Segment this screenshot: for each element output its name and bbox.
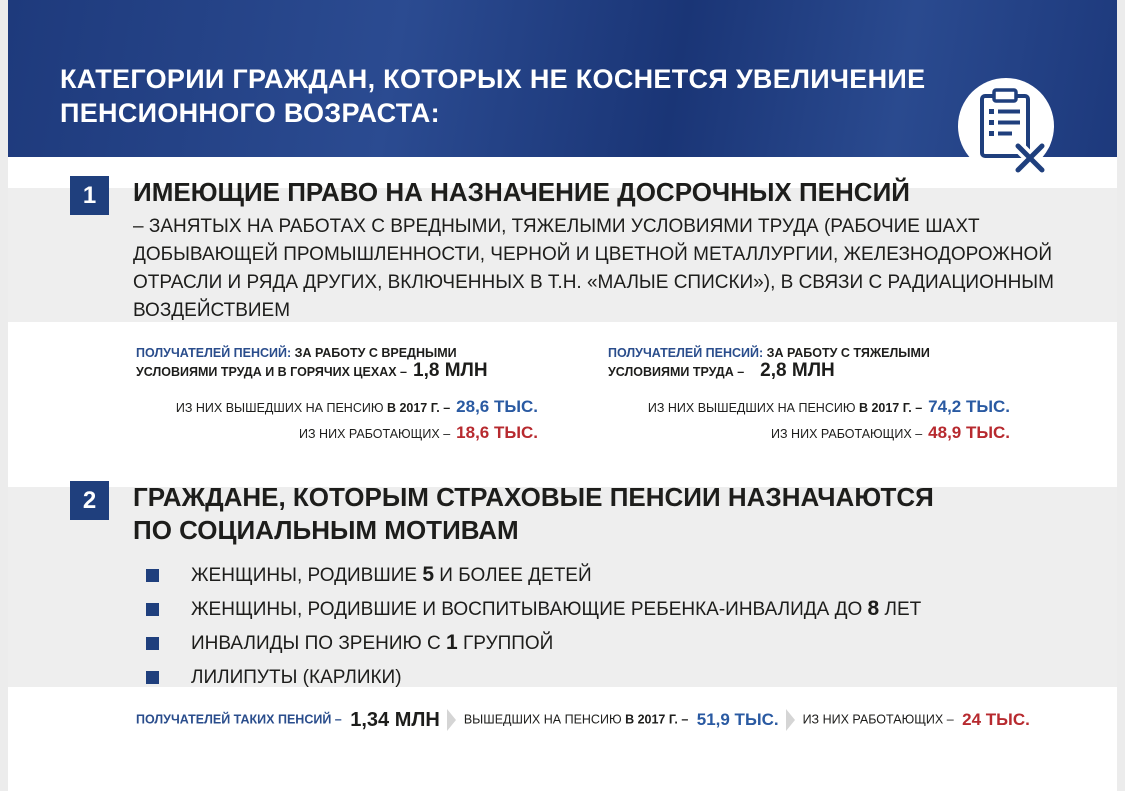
item-number: 5 [422,563,435,586]
footer-working-label: ИЗ НИХ РАБОТАЮЩИХ – [802,712,954,727]
retired-value: 74,2 ТЫС. [928,397,1010,416]
stat-desc: УСЛОВИЯМИ ТРУДА – [608,365,745,379]
section2-title-line2: ПО СОЦИАЛЬНЫМ МОТИВАМ [133,515,519,545]
retired-year: В 2017 Г. – [858,401,923,415]
footer-total: 1,34 МЛН [350,708,440,731]
page-title-line1: КАТЕГОРИИ ГРАЖДАН, КОТОРЫХ НЕ КОСНЕТСЯ УВЕЛИЧЕНИЕ [60,64,926,94]
footer-retired-label: ВЫШЕДШИХ НА ПЕНСИЮ [463,712,622,727]
section1-title: ИМЕЮЩИЕ ПРАВО НА НАЗНАЧЕНИЕ ДОСРОЧНЫХ ПЕНСИЙ [133,177,910,207]
list-item [146,626,921,660]
list-item [146,558,921,592]
page-title-line2: ПЕНСИОННОГО ВОЗРАСТА: [60,98,440,128]
infographic-page [8,0,1117,791]
retired-label: ИЗ НИХ ВЫШЕДШИХ НА ПЕНСИЮ [175,401,384,415]
list-item [146,660,921,694]
retired-label: ИЗ НИХ ВЫШЕДШИХ НА ПЕНСИЮ [647,401,856,415]
item-number: 8 [867,597,880,620]
footer-working-value: 24 ТЫС. [962,709,1030,729]
working-label: ИЗ НИХ РАБОТАЮЩИХ – [771,427,923,441]
stat-desc: УСЛОВИЯМИ ТРУДА И В ГОРЯЧИХ ЦЕХАХ – [136,365,407,379]
social-categories-list [146,558,921,694]
item-text: И БОЛЕЕ ДЕТЕЙ [434,565,592,586]
clipboard-checklist-cross-icon [958,78,1054,174]
stat-desc: ЗА РАБОТУ С ТЯЖЕЛЫМИ [766,346,930,360]
footer-label: ПОЛУЧАТЕЛЕЙ ТАКИХ ПЕНСИЙ – [136,712,342,727]
stat-label: ПОЛУЧАТЕЛЕЙ ПЕНСИЙ: [136,346,292,360]
working-label: ИЗ НИХ РАБОТАЮЩИХ – [299,427,451,441]
retired-year: В 2017 Г. – [386,401,451,415]
bullet-square-icon [146,671,159,684]
stat-total: 1,8 МЛН [413,360,488,381]
working-value: 18,6 ТЫС. [456,423,538,442]
arrow-right-icon [447,709,456,731]
arrow-right-icon [786,709,795,731]
item-text: ИНВАЛИДЫ ПО ЗРЕНИЮ С [191,633,446,654]
item-text: ЛИЛИПУТЫ (КАРЛИКИ) [191,667,402,688]
item-text: ЖЕНЩИНЫ, РОДИВШИЕ И ВОСПИТЫВАЮЩИЕ РЕБЕНКА-ИНВАЛИДА ДО [191,599,868,620]
section1-description: – ЗАНЯТЫХ НА РАБОТАХ С ВРЕДНЫМИ, ТЯЖЕЛЫМИ УСЛОВИЯМИ ТРУДА (РАБОЧИЕ ШАХТ ДОБЫВАЮЩЕЙ ПРОМЫШЛЕННОСТИ, ЧЕРНОЙ И ЦВЕТНОЙ МЕТАЛЛУРГИИ, ЖЕЛЕЗНОДОРОЖНОЙ ОТРАСЛИ И РЯДА ДРУГИХ, ВКЛЮЧЕННЫХ В Т.Н. «МАЛЫЕ СПИСКИ»), В СВЯЗИ С РАДИАЦИОННЫМ ВОЗДЕЙСТВИЕМ [133,216,1054,321]
stat-total: 2,8 МЛН [760,360,835,381]
item-text: ГРУППОЙ [457,633,554,654]
section1-number: 1 [70,176,109,215]
item-text: ЛЕТ [879,599,922,620]
working-value: 48,9 ТЫС. [928,423,1010,442]
bullet-square-icon [146,603,159,616]
bullet-square-icon [146,569,159,582]
footer-retired-year: В 2017 Г. – [625,712,689,727]
retired-value: 28,6 ТЫС. [456,397,538,416]
page-title [60,62,960,130]
stat-heavy-conditions [608,344,1028,444]
social-pensions-stats [136,706,1030,733]
footer-retired-value: 51,9 ТЫС. [696,709,779,729]
stat-desc: ЗА РАБОТУ С ВРЕДНЫМИ [294,346,457,360]
stat-harmful-conditions [136,344,556,444]
item-number: 1 [446,631,458,654]
section2-title-line1: ГРАЖДАНЕ, КОТОРЫМ СТРАХОВЫЕ ПЕНСИИ НАЗНАЧАЮТСЯ [133,482,934,512]
section2-title [133,481,934,547]
list-item [146,592,921,626]
stat-label: ПОЛУЧАТЕЛЕЙ ПЕНСИЙ: [608,346,764,360]
section2-number: 2 [70,481,109,520]
item-text: ЖЕНЩИНЫ, РОДИВШИЕ [191,565,423,586]
bullet-square-icon [146,637,159,650]
header-banner [8,0,1117,157]
